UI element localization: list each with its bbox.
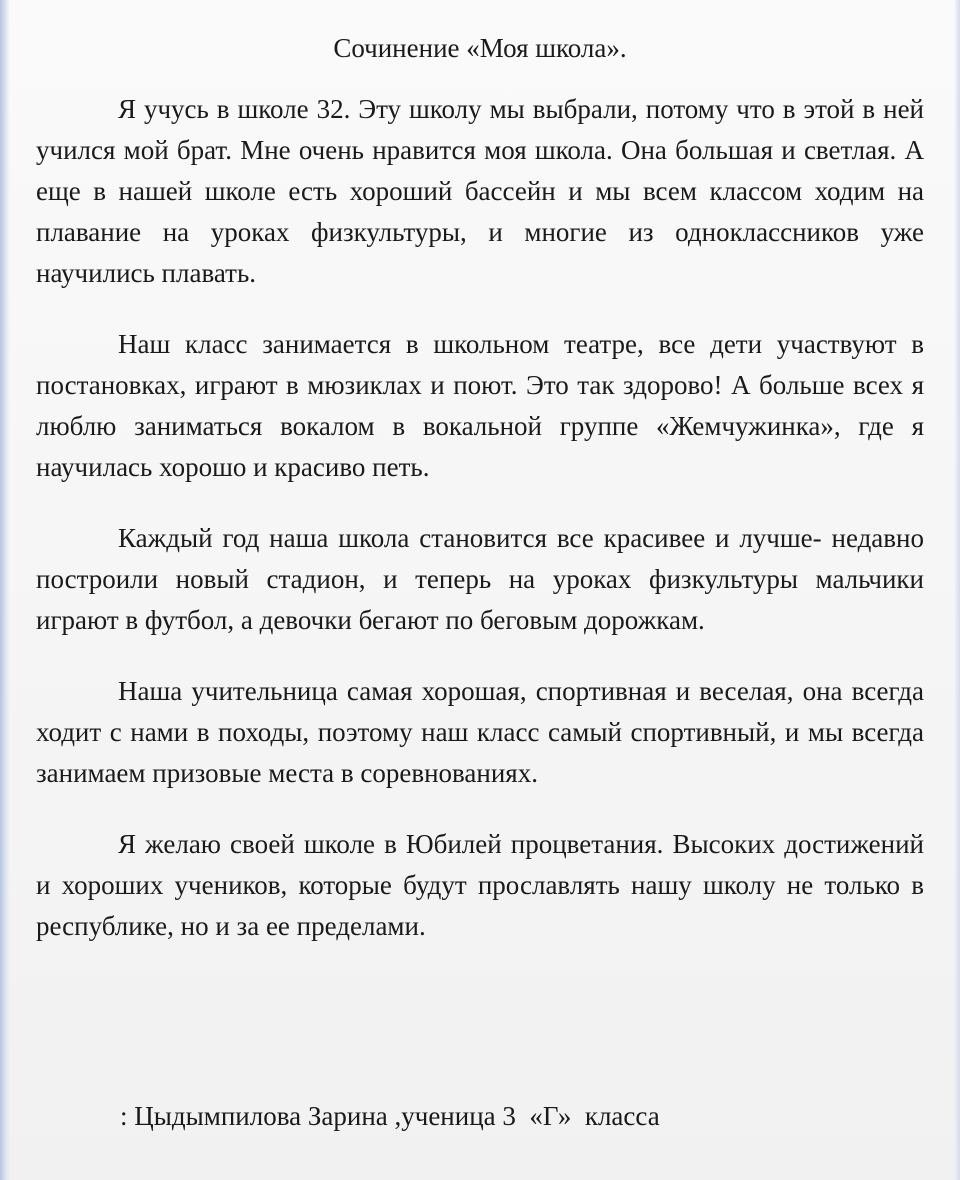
paragraph-3: Каждый год наша школа становится все красивее и лучше- недавно построили новый стадион, и теперь на уроках физкультуры мальчики играют в футбол, а девочки бегают по беговым дорожкам. [36, 523, 924, 635]
scan-edge-left [0, 0, 10, 1180]
paragraph-2: Наш класс занимается в школьном театре, все дети участвуют в постановках, играют в мюзиклах и поют. Это так здорово! А больше всех я люблю заниматься вокалом в вокальной группе «Жемчужинка», где я научилась хорошо и красиво петь. [36, 329, 924, 482]
scan-edge-right [954, 0, 960, 1180]
essay-body [36, 28, 924, 977]
essay-title: Сочинение «Моя школа». [333, 33, 627, 63]
author-signature: : Цыдымпилова Зарина ,ученица 3 «Г» класса [120, 1101, 660, 1131]
paragraph-5: Я желаю своей школе в Юбилей процветания. Высоких достижений и хороших учеников, которые будут прославлять нашу школу не только в республике, но и за ее пределами. [36, 829, 924, 941]
paragraph-1: Я учусь в школе 32. Эту школу мы выбрали, потому что в этой в ней учился мой брат. Мне очень нравится моя школа. Она большая и светлая. А еще в нашей школе есть хороший бассейн и мы всем классом ходим на плавание на уроках физкультуры, и многие из одноклассников уже научились плавать. [36, 94, 924, 288]
paragraph-4: Наша учительница самая хорошая, спортивная и веселая, она всегда ходит с нами в походы, поэтому наш класс самый спортивный, и мы всегда занимаем призовые места в соревнованиях. [36, 676, 924, 788]
